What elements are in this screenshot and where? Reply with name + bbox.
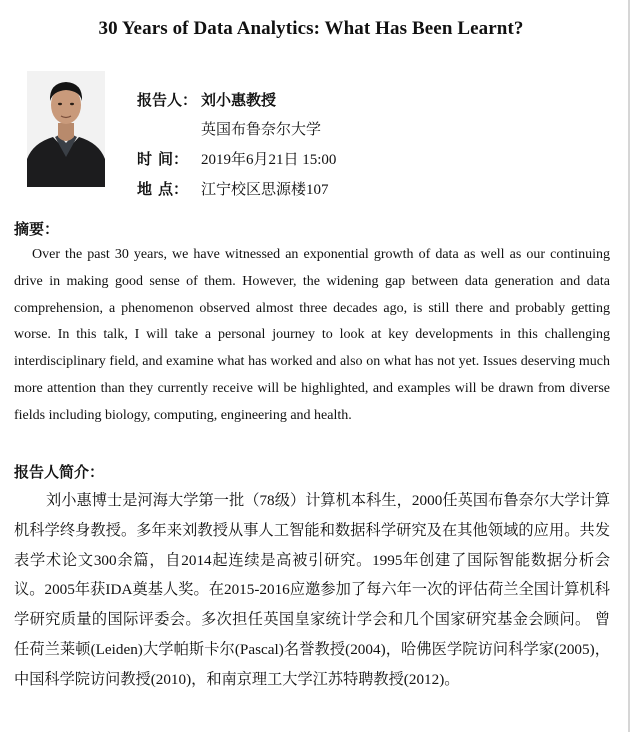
speaker-row xyxy=(137,86,336,116)
talk-info xyxy=(137,86,336,204)
speaker-affiliation: 英国布鲁奈尔大学 xyxy=(201,121,322,138)
speaker-label: 报告人： xyxy=(137,91,198,109)
venue-label: 地点： xyxy=(137,179,189,198)
speaker-photo xyxy=(27,71,105,187)
affiliation-row xyxy=(137,116,336,146)
time-row xyxy=(137,145,336,175)
venue-value: 江宁校区思源楼107 xyxy=(201,181,329,198)
speaker-name: 刘小惠教授 xyxy=(201,91,277,109)
time-value: 2019年6月21日 15:00 xyxy=(201,152,337,168)
abstract-heading: 摘要： xyxy=(14,220,60,238)
talk-title: 30 Years of Data Analytics: What Has Been Learnt? xyxy=(98,18,524,39)
bio-heading: 报告人简介： xyxy=(14,463,105,481)
venue-row xyxy=(137,175,336,205)
abstract-text: Over the past 30 years, we have witnessed an exponential growth of data as well as our continuing drive in making good sense of them. However, the widening gap between data generation and data comprehension, a phenomenon observed almost three decades ago, is still there and probably getting worse. In this talk, I will take a personal journey to look at key developments in this challenging interdisciplinary field, and examine what has worked and also on what has not yet. Issues deserving much more attention than they currently receive will be highlighted, and examples will be drawn from diverse fields including biology, computing, engineering and health. xyxy=(14,247,610,423)
bio-text: 刘小惠博士是河海大学第一批（78级）计算机本科生，2000任英国布鲁奈尔大学计算机科学终身教授。多年来刘教授从事人工智能和数据科学研究及在其他领域的应用。共发表学术论文300余篇，自2014起连续是高被引研究。1995年创建了国际智能数据分析会议。2005年获IDA奠基人奖。在2015-2016应邀参加了每六年一次的评估荷兰全国计算机科学研究质量的国际评委会。多次担任英国皇家统计学会和几个国家研究基金会顾问。 曾任荷兰莱顿(Leiden)大学帕斯卡尔(Pascal)名誉教授(2004)，哈佛医学院访问科学家(2005)，中国科学院访问教授(2010)，和南京理工大学江苏特聘教授(2012)。 xyxy=(14,492,610,688)
time-label: 时间： xyxy=(137,150,189,168)
